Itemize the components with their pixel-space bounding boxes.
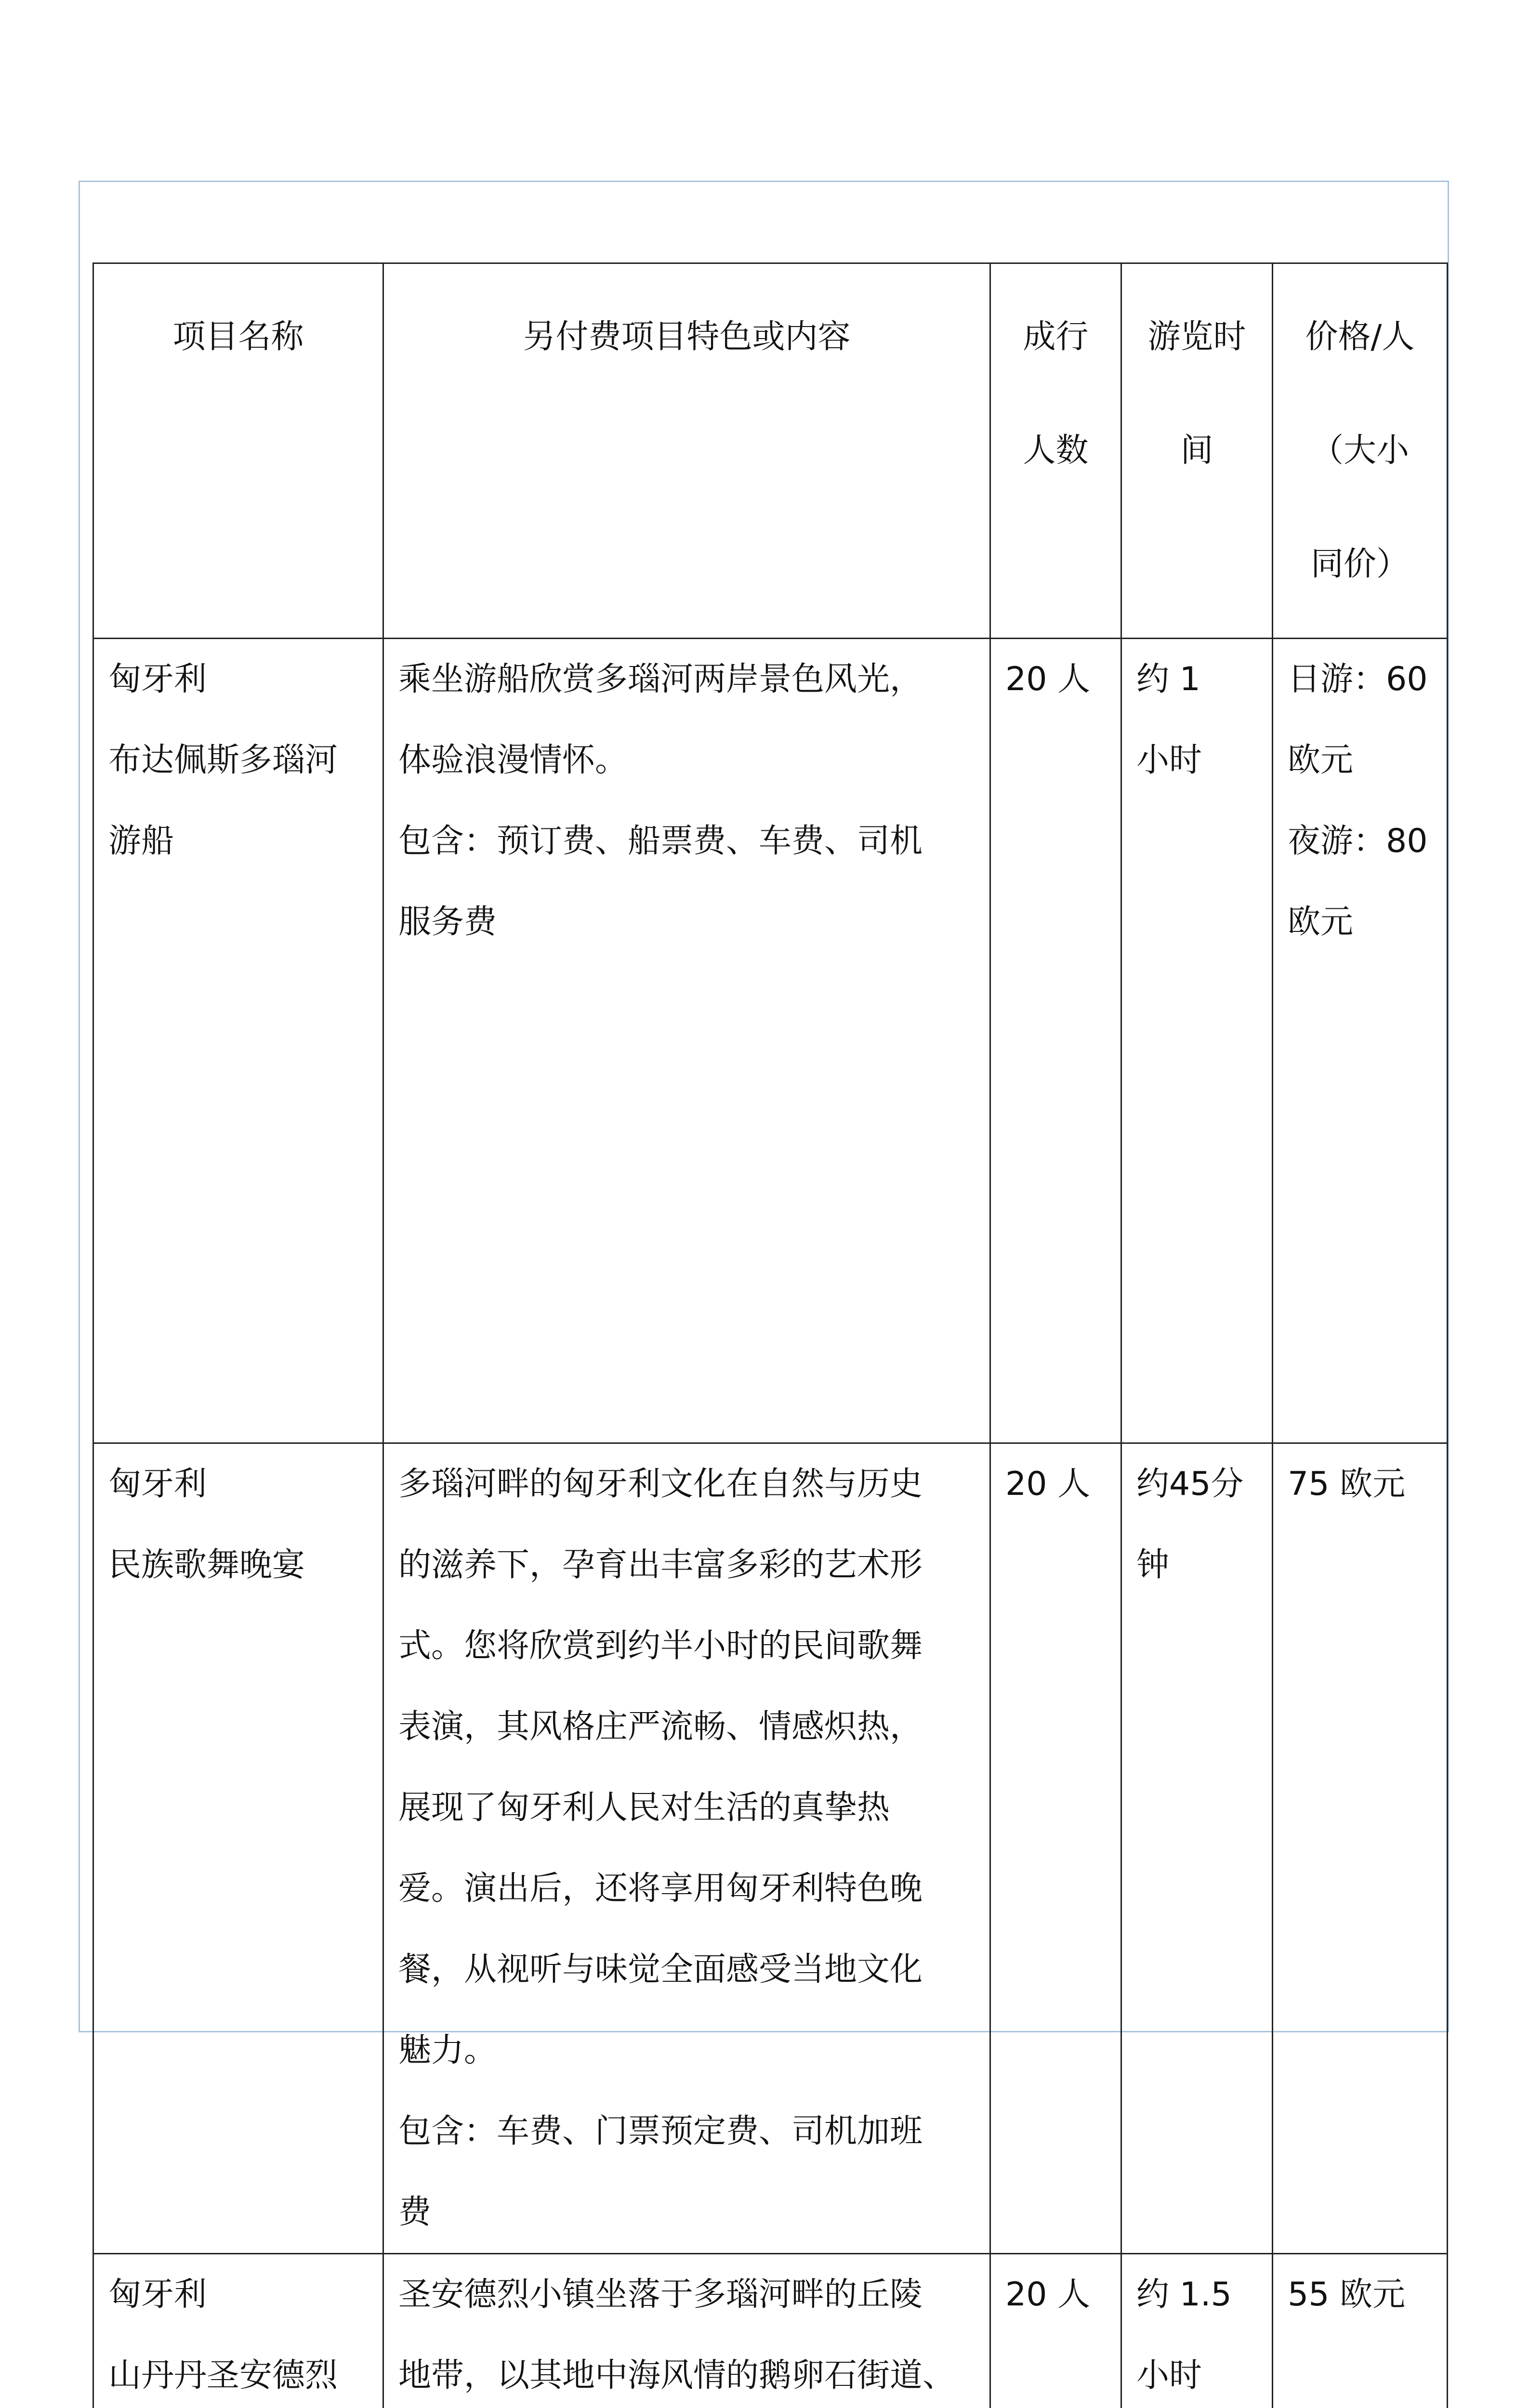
cell-price: 55 欧元	[1273, 2254, 1448, 2408]
header-content: 另付费项目特色或内容	[383, 263, 990, 639]
cell-group-size: 20 人	[990, 2254, 1121, 2408]
cell-price: 75 欧元	[1273, 1443, 1448, 2254]
cell-group-size: 20 人	[990, 1443, 1121, 2254]
cell-content: 乘坐游船欣赏多瑙河两岸景色风光， 体验浪漫情怀。 包含：预订费、船票费、车费、司机 服务费	[383, 639, 990, 1443]
cell-name: 匈牙利 山丹丹圣安德烈	[93, 2254, 383, 2408]
cell-duration: 约 1 小时	[1121, 639, 1273, 1443]
table-row	[93, 2254, 1448, 2408]
cell-group-size: 20 人	[990, 639, 1121, 1443]
header-name: 项目名称	[93, 263, 383, 639]
cell-name: 匈牙利 民族歌舞晚宴	[93, 1443, 383, 2254]
header-row	[93, 263, 1448, 639]
cell-duration: 约 1.5 小时	[1121, 2254, 1273, 2408]
header-duration: 游览时 间	[1121, 263, 1273, 639]
cell-content: 圣安德烈小镇坐落于多瑙河畔的丘陵 地带，以其地中海风情的鹅卵石街道、	[383, 2254, 990, 2408]
cell-name: 匈牙利 布达佩斯多瑙河 游船	[93, 639, 383, 1443]
optional-tours-table	[92, 262, 1448, 2408]
cell-price: 日游：60 欧元 夜游：80 欧元	[1273, 639, 1448, 1443]
cell-duration: 约45分 钟	[1121, 1443, 1273, 2254]
table-row	[93, 639, 1448, 1443]
cell-content: 多瑙河畔的匈牙利文化在自然与历史 的滋养下，孕育出丰富多彩的艺术形 式。您将欣赏到约半小时的民间歌舞 表演，其风格庄严流畅、情感炽热， 展现了匈牙利人民对生活的真挚热 爱。演出后，还将享用匈牙利特色晚 餐，从视听与味觉全面感受当地文化 魅力。 包含：车费、门票预定费、司机加班 费	[383, 1443, 990, 2254]
header-price: 价格/人 （大小 同价）	[1273, 263, 1448, 639]
table-row	[93, 1443, 1448, 2254]
header-group-size: 成行 人数	[990, 263, 1121, 639]
